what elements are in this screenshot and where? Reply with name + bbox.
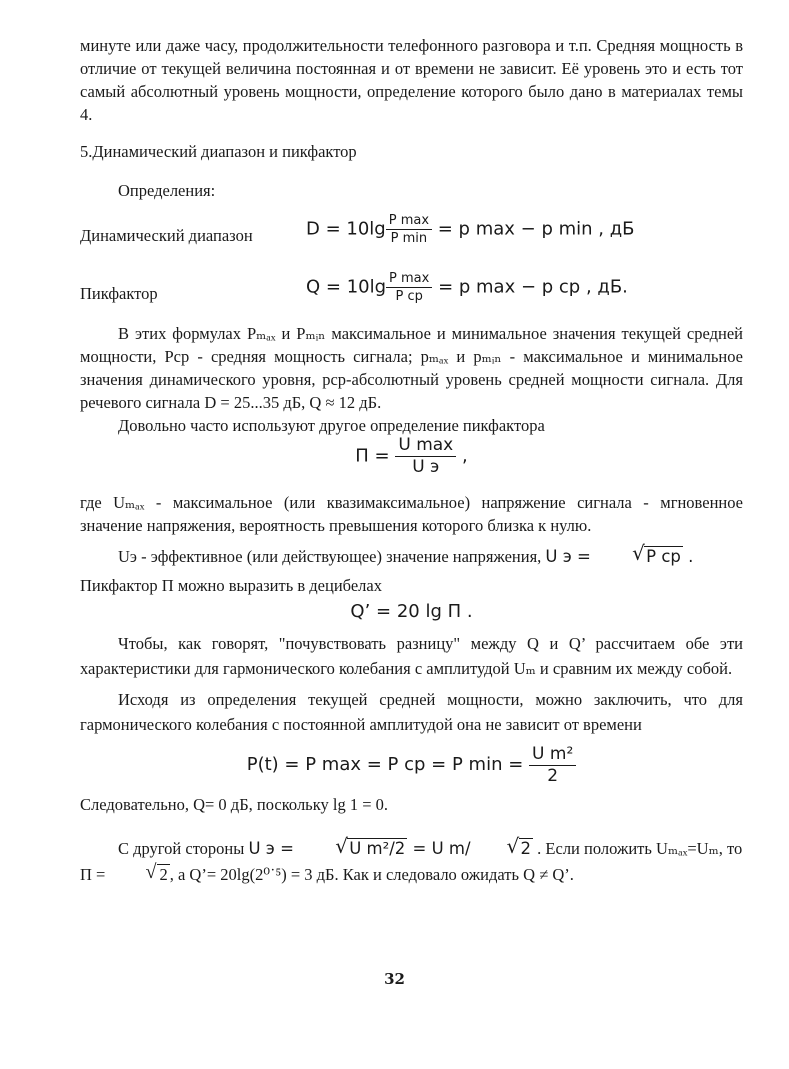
fraction-D-den: P min	[386, 229, 432, 245]
formula-P	[80, 737, 743, 793]
formula-Ue: U э = √ P ср .	[545, 547, 693, 566]
fraction-Q-den: P ср	[386, 287, 432, 303]
formula-P-lhs: P(t) = P max = P ср = P min =	[246, 754, 524, 775]
formula-Ue-lhs: U э =	[545, 547, 591, 566]
other-side-text: С другой стороны	[118, 839, 245, 858]
fraction-Q	[386, 272, 432, 303]
sqrt-Ue2-radicand: U m²/2	[349, 839, 406, 858]
formula-Q-prime: Q’ = 20 lg П .	[350, 601, 473, 622]
sqrt-two	[471, 836, 534, 862]
formula-D-lhs: D = 10lg	[306, 218, 386, 240]
fraction-P-num: U m²	[532, 743, 574, 764]
paragraph-where: где Uₘₐₓ - максимальное (или квазимаксимальное) напряжение сигнала - мгновенное значение напряжения, вероятность превышения которого близка к нулю.	[80, 493, 743, 535]
formula-Pi2-mid: , а Q’	[169, 865, 207, 884]
other-side-condition: . Если положить Uₘₐₓ=Uₘ, то	[537, 839, 743, 858]
formula-label-dynamic-range: Динамический диапазон	[80, 226, 253, 245]
effective-voltage-text: Uэ - эффективное (или действующее) значение напряжения,	[118, 547, 542, 566]
paragraph-formula-explanation: В этих формулах Pₘₐₓ и Pₘᵢₙ максимальное и минимальное значения текущей средней мощности, Pср - средняя мощность сигнала; pₘₐₓ и pₘᵢₙ - максимальное и минимальное значения динамического уровня, pср-абсолютный уровень средней мощности сигнала. Для речевого сигнала D = 25...35 дБ, Q ≈ 12 дБ.	[80, 324, 743, 412]
definitions-title: Определения:	[118, 181, 216, 200]
formula-peak-factor	[80, 268, 743, 320]
fraction-D-num: P max	[388, 213, 430, 228]
paragraph-other-side	[80, 836, 743, 888]
fraction-Pi	[395, 437, 456, 476]
paragraph-peak-db: Пикфактор П можно выразить в децибелах	[80, 576, 382, 595]
formula-Ue2-rhs: = U m/	[412, 839, 471, 858]
paragraph-other-definition: Довольно часто используют другое определение пикфактора	[118, 416, 545, 435]
document-page	[80, 34, 743, 888]
fraction-Q-num: P max	[389, 271, 430, 286]
conclusion-text: = 20lg(2⁰˙⁵) = 3 дБ. Как и следовало ожидать Q ≠ Q’.	[206, 865, 574, 884]
sqrt-Pi2-radicand: 2	[159, 865, 168, 884]
formula-Pi-lhs: П =	[355, 445, 390, 467]
sqrt-Ue2	[299, 836, 407, 862]
paragraph-harmonic: Исходя из определения текущей средней мощности, можно заключить, что для гармонического колебания с постоянной амплитудой она не зависит от времени	[80, 690, 743, 734]
fraction-Pi-den: U э	[395, 456, 456, 476]
formula-Pi2-lhs: П =	[80, 865, 106, 884]
fraction-Pi-num: U max	[398, 435, 454, 455]
formula-D	[306, 214, 635, 245]
formula-Ue2	[248, 839, 533, 858]
paragraph-therefore: Следовательно, Q= 0 дБ, поскольку lg 1 = 0.	[80, 795, 389, 814]
formula-Q-rhs: = p max − p ср , дБ.	[438, 276, 628, 298]
formula-Ue2-lhs: U э =	[248, 839, 294, 858]
fraction-P	[529, 743, 576, 786]
paragraph-effective-voltage	[80, 545, 743, 568]
section-heading: 5.Динамический диапазон и пикфактор	[80, 142, 357, 161]
formula-Pi: П = $\frac{\text{U max}}{\text{U э}}$ ,	[355, 435, 468, 477]
fraction-D	[386, 214, 432, 245]
sqrt-Ue-radicand: P ср	[646, 547, 681, 566]
page-number: 32	[384, 970, 405, 988]
formula-label-peak-factor: Пикфактор	[80, 284, 158, 303]
sqrt-Pi2	[109, 862, 169, 888]
formula-Q-lhs: Q = 10lg	[306, 276, 387, 298]
formula-Q	[306, 272, 628, 303]
paragraph-compare: Чтобы, как говорят, "почувствовать разницу" между Q и Q’ рассчитаем обе эти характеристики для гармонического колебания с амплитудой Uₘ и сравним их между собой.	[80, 634, 743, 678]
formula-D-rhs: = p max − p min , дБ	[437, 218, 635, 240]
paragraph-intro: минуте или даже часу, продолжительности телефонного разговора и т.п. Средняя мощность в отличие от текущей величина постоянная и от времени не зависит. Её уровень это и есть тот самый абсолютный уровень мощности, определение которого было дано в материалах темы 4.	[80, 36, 743, 124]
sqrt-Ue	[596, 545, 683, 568]
sqrt-two-radicand: 2	[520, 839, 532, 858]
fraction-P-den: 2	[529, 765, 576, 785]
formula-dynamic-range	[80, 210, 743, 262]
